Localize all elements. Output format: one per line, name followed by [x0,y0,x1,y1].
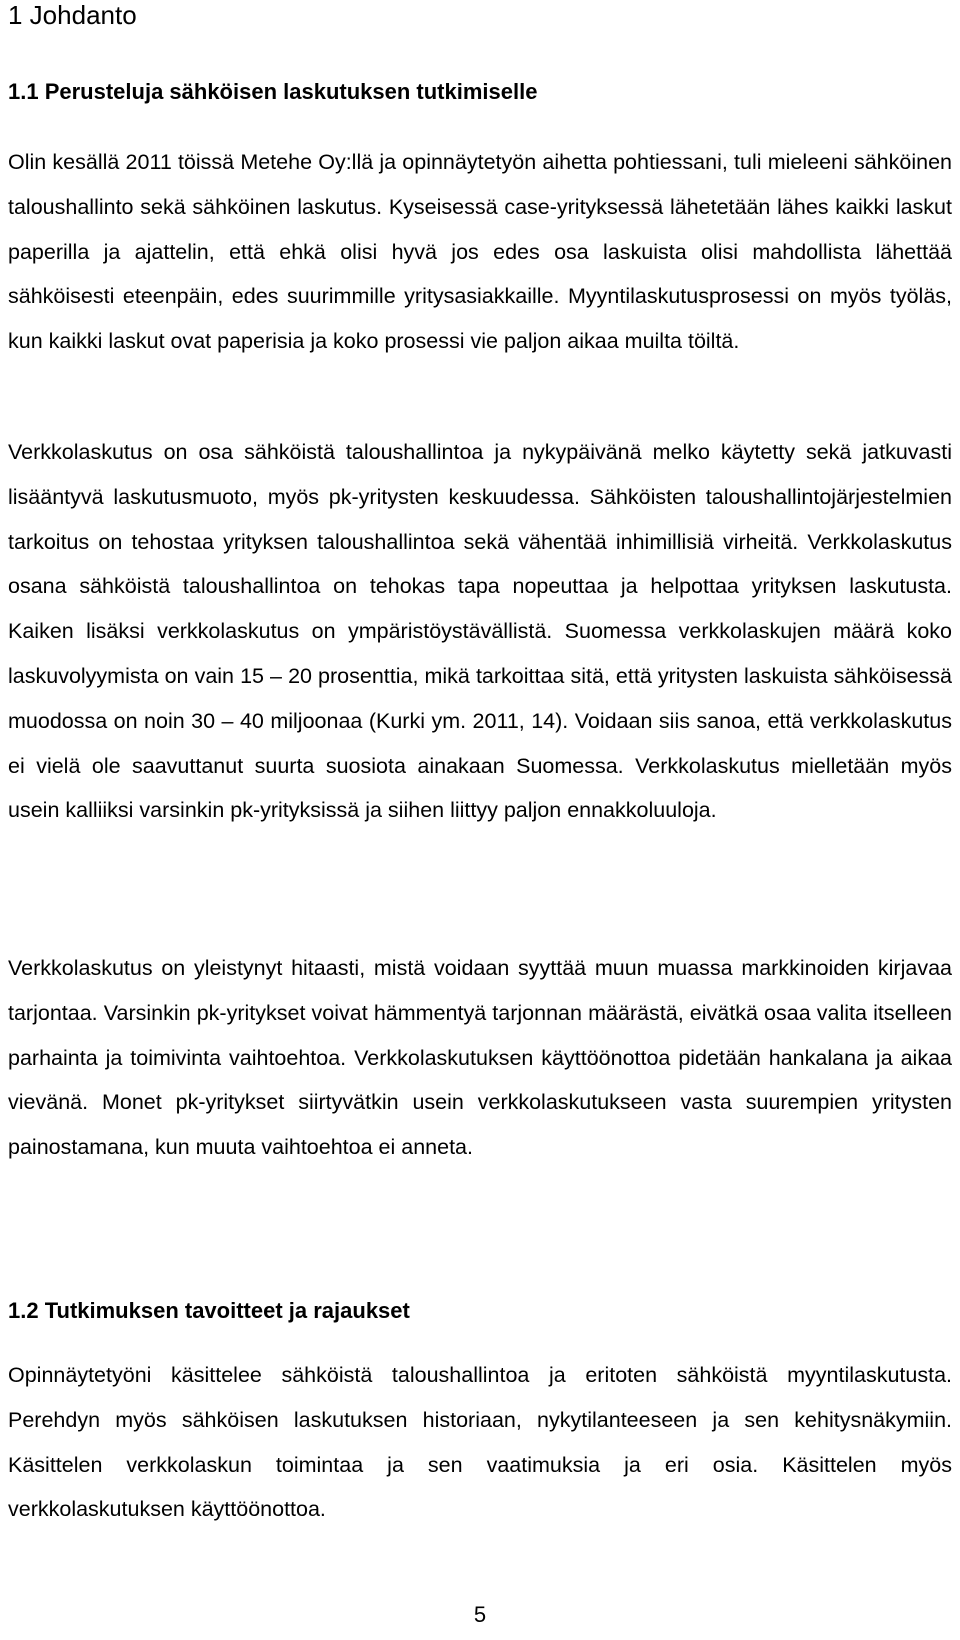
section-heading-1-1: 1.1 Perusteluja sähköisen laskutuksen tutkimiselle [8,79,538,104]
paragraph-3: Verkkolaskutus on yleistynyt hitaasti, mistä voidaan syyttää muun muassa markkinoiden kirjavaa tarjontaa. Varsinkin pk-yritykset voivat hämmentyä tarjonnan määrästä, eivätkä osaa valita itselleen parhainta ja toimivinta vaihtoehtoa. Verkkolaskutuksen käyttöönottoa pidetään hankalana ja aikaa vievänä. Monet pk-yritykset siirtyvätkin usein verkkolaskutukseen vasta suurempien yritysten painostamana, kun muuta vaihtoehtoa ei anneta. [8,956,952,1160]
page-number: 5 [473,1602,487,1627]
paragraph-1: Olin kesällä 2011 töissä Metehe Oy:llä ja opinnäytetyön aihetta pohtiessani, tuli mieleeni sähköinen taloushallinto sekä sähköinen laskutus. Kyseisessä case-yrityksessä lähetetään lähes kaikki laskut paperilla ja ajattelin, että ehkä olisi hyvä jos edes osa laskuista olisi mahdollista lähettää sähköisesti eteenpäin, edes suurimmille yritysasiakkaille. Myyntilaskutusprosessi on myös työläs, kun kaikki laskut ovat paperisia ja koko prosessi vie paljon aikaa muilta töiltä. [8,150,952,354]
section-heading-1-2: 1.2 Tutkimuksen tavoitteet ja rajaukset [8,1298,410,1323]
paragraph-4: Opinnäytetyöni käsittelee sähköistä taloushallintoa ja eritoten sähköistä myyntilaskutusta. Perehdyn myös sähköisen laskutuksen historiaan, nykytilanteeseen ja sen kehitysnäkymiin. Käsittelen verkkolaskun toimintaa ja sen vaatimuksia ja eri osia. Käsittelen myös verkkolaskutuksen käyttöönottoa. [8,1363,952,1522]
chapter-heading: 1 Johdanto [8,0,137,30]
paragraph-2: Verkkolaskutus on osa sähköistä taloushallintoa ja nykypäivänä melko käytetty sekä jatkuvasti lisääntyvä laskutusmuoto, myös pk-yritysten keskuudessa. Sähköisten taloushallintojärjestelmien tarkoitus on tehostaa yrityksen taloushallintoa sekä vähentää inhimillisiä virheitä. Verkkolaskutus osana sähköistä taloushallintoa on tehokas tapa nopeuttaa ja helpottaa yrityksen laskutusta. Kaiken lisäksi verkkolaskutus on ympäristöystävällistä. Suomessa verkkolaskujen määrä koko laskuvolyymista on vain 15 – 20 prosenttia, mikä tarkoittaa sitä, että yritysten laskuista sähköisessä muodossa on noin 30 – 40 miljoonaa (Kurki ym. 2011, 14). Voidaan siis sanoa, että verkkolaskutus ei vielä ole saavuttanut suurta suosiota ainakaan Suomessa. Verkkolaskutus mielletään myös usein kalliiksi varsinkin pk-yrityksissä ja siihen liittyy paljon ennakkoluuloja. [8,440,952,823]
